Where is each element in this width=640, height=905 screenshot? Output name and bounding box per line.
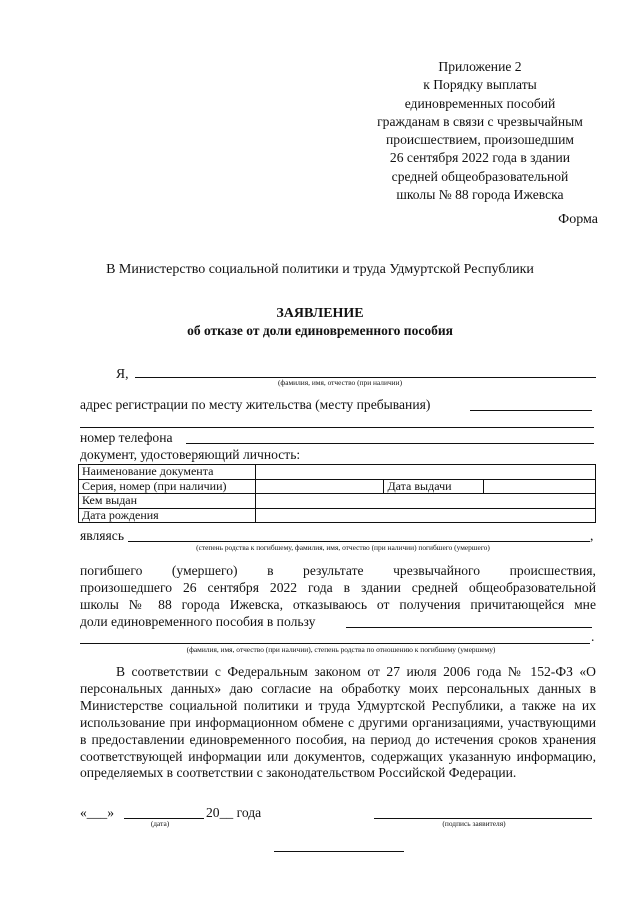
table-row (79, 465, 596, 480)
annex-block (330, 58, 630, 204)
address-input-line[interactable] (470, 410, 592, 411)
relation-label: являясь (80, 528, 125, 543)
ministry-heading: В Министерство социальной политики и труда Удмуртской Республики (106, 262, 534, 277)
word: погибшего (80, 563, 143, 578)
word: результате (303, 563, 364, 578)
annex-line: к Порядку выплаты (423, 77, 537, 93)
consent-paragraph (80, 664, 596, 782)
series-label: Серия, номер (при наличии) (79, 479, 256, 494)
issued-by-label: Кем выдан (79, 494, 256, 509)
annex-line: происшествием, произошедшим (386, 132, 574, 148)
issue-date-label: Дата выдачи (384, 479, 484, 494)
table-row (79, 479, 596, 494)
date-caption: (дата) (150, 819, 170, 828)
annex-line: школы № 88 города Ижевска (396, 187, 564, 203)
birth-date-cell[interactable] (255, 508, 595, 523)
address-label: адрес регистрации по месту жительства (месту пребывания) (80, 397, 431, 412)
signature-caption: (подпись заявителя) (442, 819, 506, 828)
date-day: «___» (80, 805, 114, 820)
refusal-paragraph (80, 563, 596, 631)
beneficiary-input-line-2[interactable] (80, 643, 590, 644)
annex-line: гражданам в связи с чрезвычайным (377, 113, 583, 129)
ya-label: Я, (116, 366, 129, 381)
relation-caption: (степень родства к погибшему, фамилия, имя, отчество (при наличии) погибшего (умершего) (196, 543, 490, 552)
doc-name-label: Наименование документа (79, 465, 256, 480)
body-line-4: доли единовременного пособия в пользу (80, 613, 316, 629)
body-line-3: школы № 88 города Ижевска, отказываюсь от получения причитающейся мне (80, 596, 596, 612)
relation-comma: , (590, 528, 594, 543)
id-document-label: документ, удостоверяющий личность: (80, 447, 301, 462)
relation-input-line[interactable] (128, 541, 590, 542)
table-row (79, 494, 596, 509)
body-line-1 (80, 563, 596, 580)
annex-line: Приложение 2 (438, 59, 522, 74)
word: (умершего) (171, 563, 238, 578)
id-document-table (78, 464, 596, 523)
birth-date-label: Дата рождения (79, 508, 256, 523)
fio-caption: (фамилия, имя, отчество (при наличии) (277, 378, 403, 387)
word: чрезвычайного (393, 563, 481, 578)
phone-label: номер телефона (80, 430, 173, 445)
doc-name-cell[interactable] (255, 465, 595, 480)
beneficiary-input-line[interactable] (346, 627, 592, 628)
beneficiary-dot: . (591, 629, 595, 644)
issued-by-cell[interactable] (255, 494, 595, 509)
closing-divider (274, 851, 404, 852)
date-year: 20__ года (206, 805, 262, 820)
address-input-line-2[interactable] (80, 427, 594, 428)
annex-line: средней общеобразовательной (391, 168, 569, 184)
form-label: Форма (558, 212, 598, 227)
annex-line: единовременных пособий (404, 95, 556, 111)
body-line-2: произошедшего 26 сентября 2022 года в здании средней общеобразовательной (80, 579, 596, 595)
word: в (267, 563, 274, 578)
consent-text: В соответствии с Федеральным законом от 27 июля 2006 года № 152-ФЗ «О персональных данных» даю согласие на обработку моих персональных данных в Министерстве социальной политики и труда Удмуртской Республики, а также на их использование при информационном обмене с другими организациями, участвующими в предоставлении единовременного пособия, на период до истечения сроков хранения соответствующей информации или документов, содержащих указанную информацию, определяемых в соответствии с законодательством Российской Федерации. (80, 664, 596, 781)
series-cell[interactable] (255, 479, 384, 494)
document-title: ЗАЯВЛЕНИЕ (276, 306, 364, 321)
phone-input-line[interactable] (186, 443, 594, 444)
issue-date-cell[interactable] (484, 479, 596, 494)
word: происшествия, (509, 563, 596, 578)
beneficiary-caption: (фамилия, имя, отчество (при наличии), степень родства по отношению к погибшему (умершему) (186, 645, 496, 654)
document-subtitle: об отказе от доли единовременного пособия (187, 323, 453, 338)
annex-line: 26 сентября 2022 года в здании (389, 150, 571, 166)
table-row (79, 508, 596, 523)
